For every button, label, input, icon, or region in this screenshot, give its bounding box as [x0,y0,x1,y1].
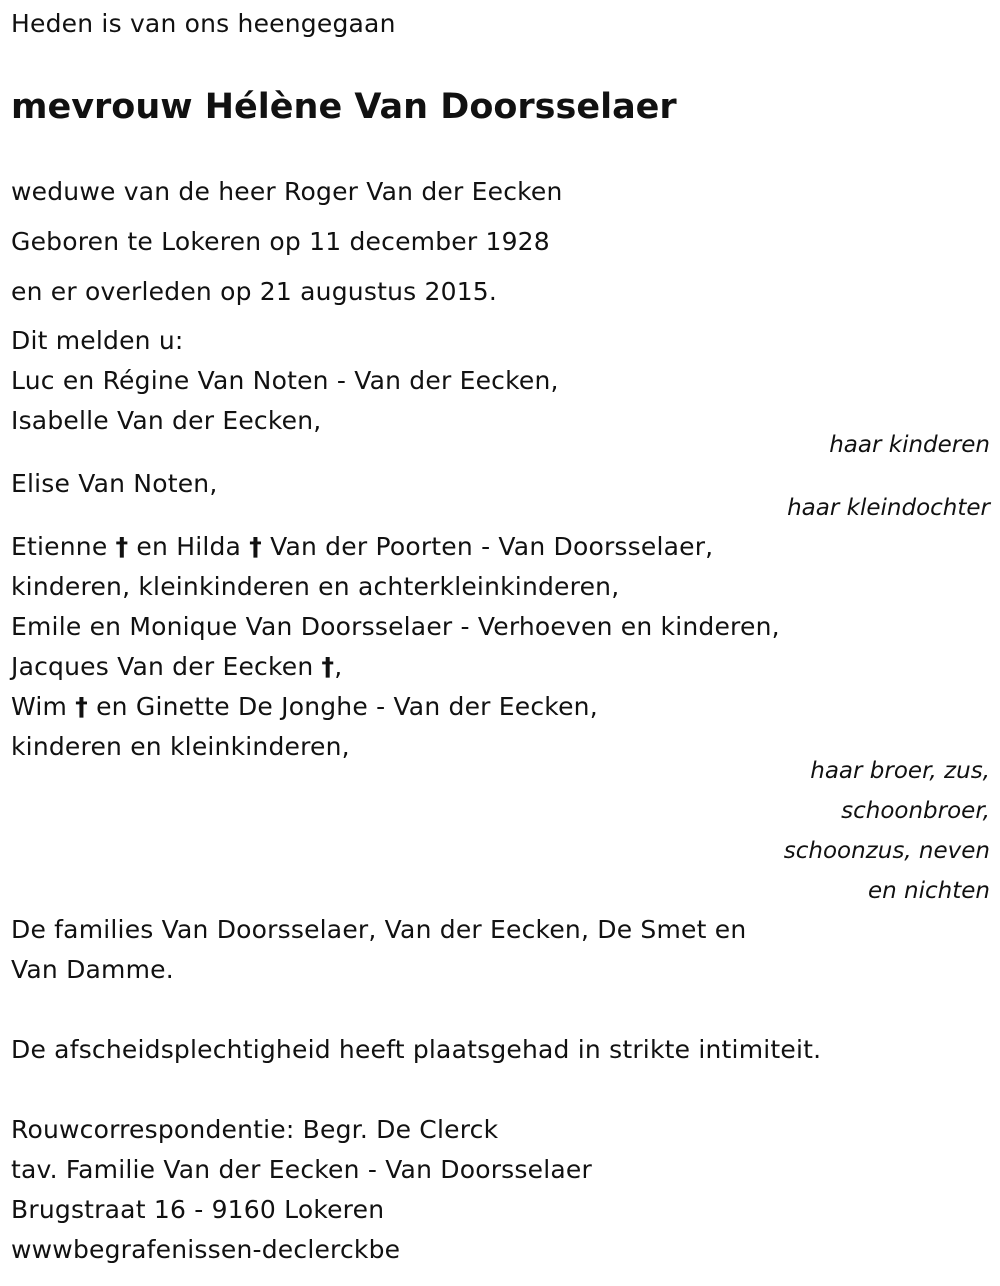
cross-icon: † [75,692,88,721]
granddaughter-role: haar kleindochter [787,495,990,521]
siblings-line-1 [11,531,713,563]
correspondence-line-1: Rouwcorrespondentie: Begr. De Clerck [11,1115,499,1144]
correspondence-line-2: tav. Familie Van der Eecken - Van Doorsselaer [11,1155,592,1184]
ceremony-line: De afscheidsplechtigheid heeft plaatsgehad in strikte intimiteit. [11,1035,822,1064]
children-role: haar kinderen [829,432,990,458]
sibling-surname: Van der Poorten - Van Doorsselaer, [270,532,714,561]
siblings-line-6: kinderen en kleinkinderen, [11,732,350,761]
siblings-line-3: Emile en Monique Van Doorsselaer - Verhoeven en kinderen, [11,612,780,641]
siblings-line-4 [11,651,342,683]
correspondence-website[interactable]: wwwbegrafenissen-declerckbe [11,1235,401,1264]
siblings-role-4: en nichten [868,878,990,904]
correspondence-line-3: Brugstraat 16 - 9160 Lokeren [11,1195,385,1224]
death-line: en er overleden op 21 augustus 2015. [11,277,498,306]
granddaughter-line: Elise Van Noten, [11,469,218,498]
comma: , [334,652,343,681]
deceased-name: mevrouw Hélène Van Doorsselaer [11,87,677,127]
children-line-2: Isabelle Van der Eecken, [11,406,322,435]
sibling-name-ginette: en Ginette De Jonghe - Van der Eecken, [96,692,598,721]
cross-icon: † [115,532,129,561]
sibling-name-jacques: Jacques Van der Eecken [11,652,314,681]
intro-line: Heden is van ons heengegaan [11,9,396,38]
cross-icon: † [321,652,335,681]
sibling-name-hilda: en Hilda [136,532,242,561]
sibling-name-etienne: Etienne [11,532,108,561]
siblings-role-3: schoonzus, neven [783,838,990,864]
siblings-role-2: schoonbroer, [841,798,990,824]
birth-line: Geboren te Lokeren op 11 december 1928 [11,227,550,256]
siblings-role-1: haar broer, zus, [810,758,990,784]
announce-line: Dit melden u: [11,326,184,355]
sibling-name-wim: Wim [11,692,68,721]
children-line-1: Luc en Régine Van Noten - Van der Eecken, [11,366,559,395]
cross-icon: † [249,532,262,561]
siblings-line-2: kinderen, kleinkinderen en achterkleinkinderen, [11,572,620,601]
siblings-line-5 [11,691,598,723]
families-line-2: Van Damme. [11,955,174,984]
widow-line: weduwe van de heer Roger Van der Eecken [11,177,563,206]
families-line-1: De families Van Doorsselaer, Van der Eecken, De Smet en [11,915,747,944]
